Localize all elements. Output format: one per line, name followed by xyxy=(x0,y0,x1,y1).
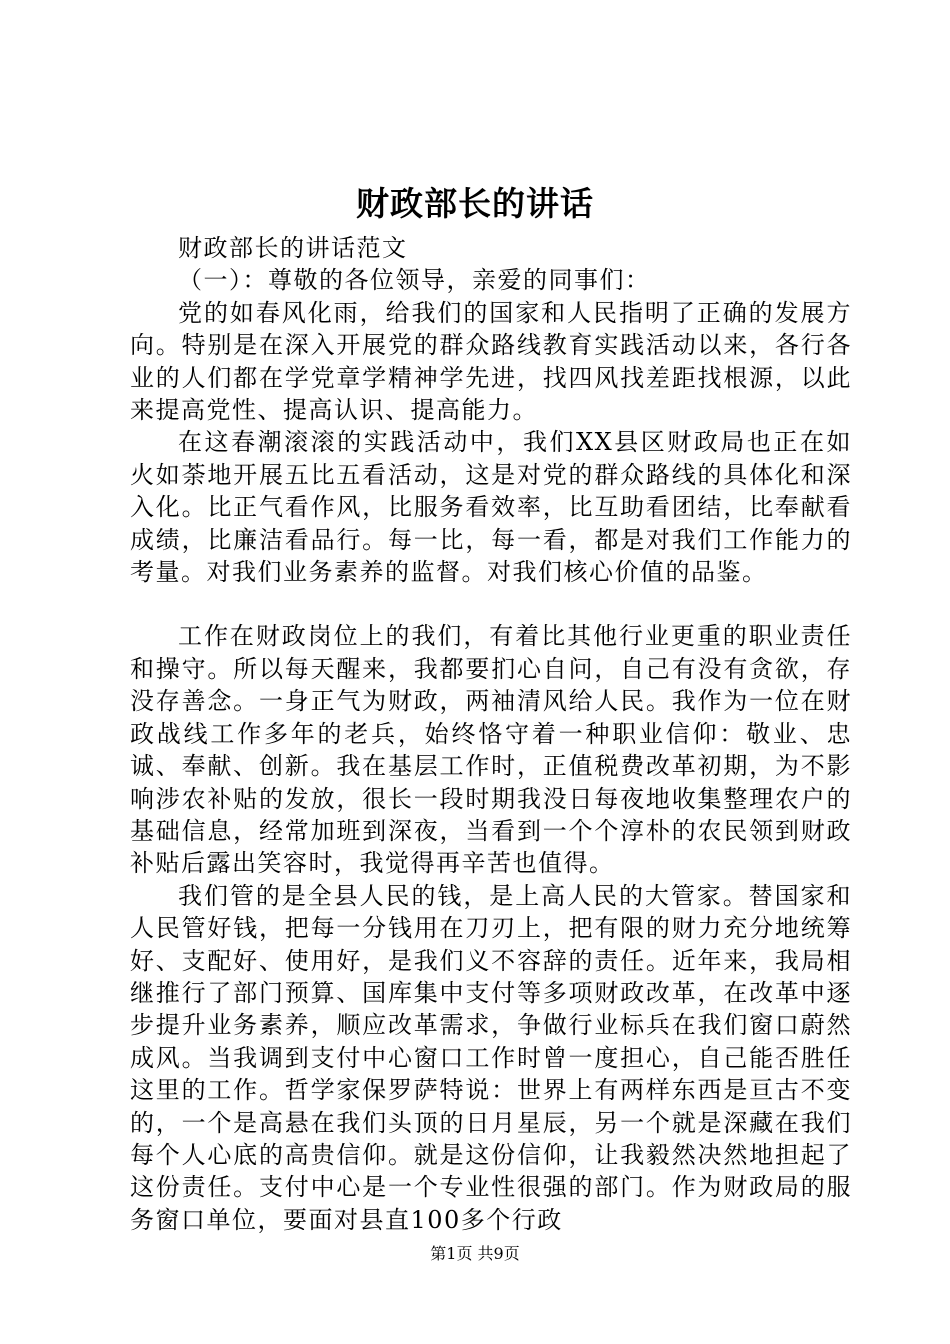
body-paragraph: 我们管的是全县人民的钱，是上高人民的大管家。替国家和人民管好钱，把每一分钱用在刀刃上，把有限的财力充分地统筹好、支配好、使用好，是我们义不容辞的责任。近年来，我局相继推行了部门预算、国库集中支付等多项财政改革，在改革中逐步提升业务素养，顺应改革需求，争做行业标兵在我们窗口蔚然成风。当我调到支付中心窗口工作时曾一度担心，自己能否胜任这里的工作。哲学家保罗萨特说：世界上有两样东西是亘古不变的，一个是高悬在我们头顶的日月星辰，另一个就是深藏在我们每个人心底的高贵信仰。就是这份信仰，让我毅然决然地担起了这份责任。支付中心是一个专业性很强的部门。作为财政局的服务窗口单位，要面对县直100多个行政 xyxy=(130,881,852,1234)
document-body xyxy=(130,232,852,1236)
page-footer: 第1页 共9页 xyxy=(430,1244,520,1263)
body-paragraph: 在这春潮滚滚的实践活动中，我们XX县区财政局也正在如火如荼地开展五比五看活动，这是对党的群众路线的具体化和深入化。比正气看作风，比服务看效率，比互助看团结，比奉献看成绩，比廉洁看品行。每一比，每一看，都是对我们工作能力的考量。对我们业务素养的监督。对我们核心价值的品鉴。 xyxy=(130,428,852,587)
salutation-paragraph: （一）：尊敬的各位领导，亲爱的同事们： xyxy=(178,266,651,295)
body-paragraph: 党的如春风化雨，给我们的国家和人民指明了正确的发展方向。特别是在深入开展党的群众路线教育实践活动以来，各行各业的人们都在学党章学精神学先进，找四风找差距找根源，以此来提高党性、提高认识、提高能力。 xyxy=(130,298,852,425)
document-title: 财政部长的讲话 xyxy=(356,184,594,223)
subtitle-paragraph: 财政部长的讲话范文 xyxy=(178,234,408,262)
body-paragraph: 工作在财政岗位上的我们，有着比其他行业更重的职业责任和操守。所以每天醒来，我都要扪心自问，自己有没有贪欲，存没存善念。一身正气为财政，两袖清风给人民。我作为一位在财政战线工作多年的老兵，始终恪守着一种职业信仰：敬业、忠诚、奉献、创新。我在基层工作时，正值税费改革初期，为不影响涉农补贴的发放，很长一段时期我没日每夜地收集整理农户的基础信息，经常加班到深夜，当看到一个个淳朴的农民领到财政补贴后露出笑容时，我觉得再辛苦也值得。 xyxy=(130,622,852,878)
